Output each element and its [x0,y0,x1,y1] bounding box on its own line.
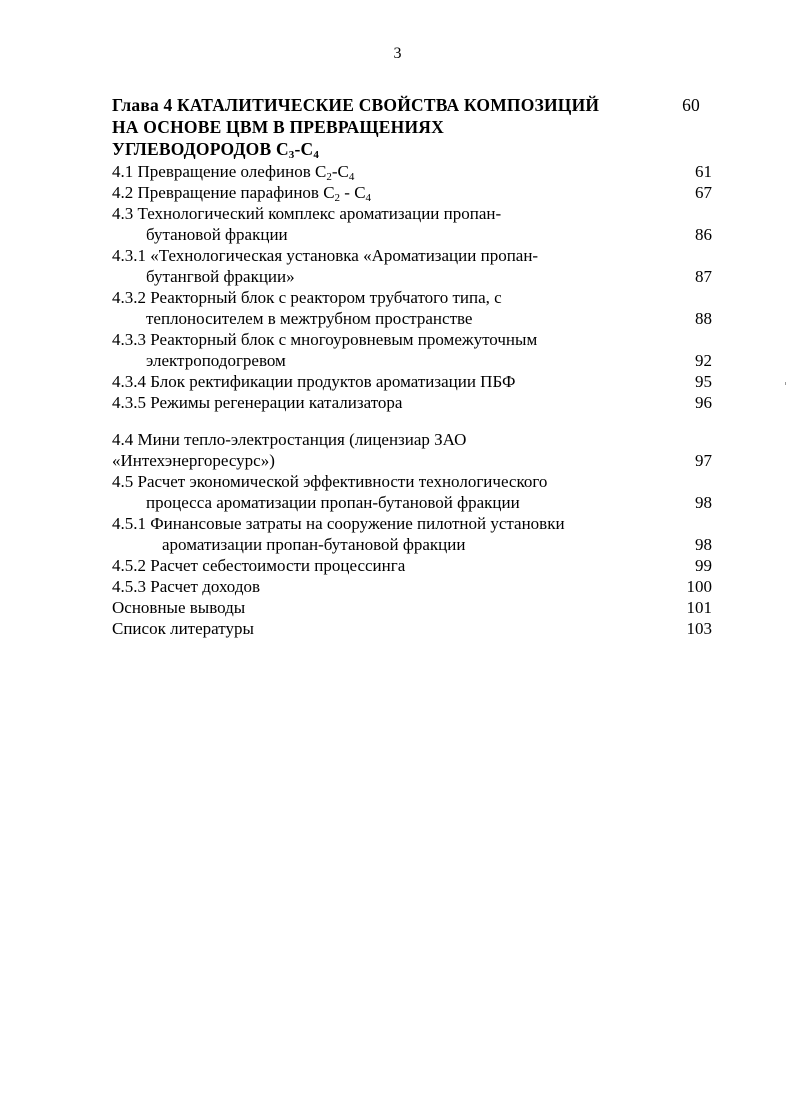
toc-page-number: 96 [695,393,712,412]
chapter-title-line1: Глава 4 КАТАЛИТИЧЕСКИЕ СВОЙСТВА КОМПОЗИЦИЙ [112,95,600,115]
chapter-title-line2: НА ОСНОВЕ ЦВМ В ПРЕВРАЩЕНИЯХ [112,117,444,137]
toc-entry-4-5-2 [112,555,716,576]
toc-entry-4-3 [112,203,716,245]
toc-entry-line2: электроподогревом [146,351,286,370]
toc-entry-line1: 4.3.3 Реакторный блок с многоуровневым промежуточным [112,330,538,349]
toc-entry-line2: процесса ароматизации пропан-бутановой фракции [146,493,520,512]
chapter-title-line3: УГЛЕВОДОРОДОВ $С_3-С_4$ [112,139,320,161]
chapter-title [112,94,716,160]
toc-page-number: 98 [695,535,712,554]
toc-page-number: 99 [695,556,712,575]
toc-entry-4-5-1 [112,513,716,555]
toc-page-number: 87 [695,267,712,286]
toc-entry-4-3-3 [112,329,716,371]
toc-entry-title: 4.5.3 Расчет доходов [112,577,260,596]
toc-entry-line2: бутановой фракции [146,225,288,244]
toc-entry-title [112,329,716,371]
toc-entry-line1: 4.4 Мини тепло-электростанция (лицензиар ЗАО [112,430,467,449]
toc-entry-title: 4.5.2 Расчет себестоимости процессинга [112,556,406,575]
toc-entry-line1: 4.5.1 Финансовые затраты на сооружение пилотной установки [112,514,565,533]
toc-entry-title: 4.3.5 Режимы регенерации катализатора [112,393,403,412]
toc-entry-title: 4.3.4 Блок ректификации продуктов ароматизации ПБФ [112,372,516,391]
toc-entry-title: Список литературы [112,619,254,638]
toc-entry-4-3-1 [112,245,716,287]
toc-entry-line1: 4.5 Расчет экономической эффективности технологического [112,472,548,491]
toc-entry-4-4 [112,429,716,471]
toc-entry-4-3-4 [112,371,716,392]
toc-entry-4-3-5 [112,392,716,413]
toc-page-number: 98 [695,493,712,512]
toc-entry-4-5 [112,471,716,513]
toc-page-number: 61 [695,162,712,181]
toc-entry-title [112,203,716,245]
toc-page-number: 86 [695,225,712,244]
toc-entry-conclusions [112,597,716,618]
toc-entry-4-3-2 [112,287,716,329]
toc-entry-line1: 4.3.2 Реакторный блок с реактором трубчатого типа, с [112,288,502,307]
toc-entry-title [112,429,716,471]
table-of-contents [112,94,716,639]
toc-entry-title: Основные выводы [112,598,246,617]
toc-entry-line2: «Интехэнергоресурс») [112,451,275,470]
toc-entry-4-2 [112,182,716,203]
toc-page-number: 88 [695,309,712,328]
toc-entry-references [112,618,716,639]
toc-entry-title [112,245,716,287]
toc-entry-line1: 4.3.1 «Технологическая установка «Ароматизации пропан- [112,246,539,265]
toc-page-number: 103 [686,619,712,638]
toc-entry-title [112,287,716,329]
toc-page-number: 67 [695,183,712,202]
toc-page-number: 92 [695,351,712,370]
toc-chapter-4 [112,94,716,160]
section-gap [112,413,716,429]
page-number: 3 [393,45,402,62]
toc-entry-line2: ароматизации пропан-бутановой фракции [162,535,466,554]
toc-entry-4-1 [112,161,716,182]
toc-entry-title [112,513,716,555]
toc-page-number: 101 [686,598,712,617]
toc-entry-line1: 4.3 Технологический комплекс ароматизации пропан- [112,204,502,223]
toc-entry-4-5-3 [112,576,716,597]
toc-page-number: 97 [695,451,712,470]
toc-page-number: 95 [695,372,712,391]
toc-entry-line2: теплоносителем в межтрубном пространстве [146,309,473,328]
scan-speck [785,382,786,385]
toc-entry-title [112,471,716,513]
toc-entry-title: 4.2 Превращение парафинов $С_2 - С_4$ [112,183,372,204]
toc-entry-title: 4.1 Превращение олефинов $С_2-С_4$ [112,162,355,183]
toc-page-number: 60 [682,95,700,115]
toc-entry-line2: бутангвой фракции» [146,267,295,286]
toc-page-number: 100 [686,577,712,596]
